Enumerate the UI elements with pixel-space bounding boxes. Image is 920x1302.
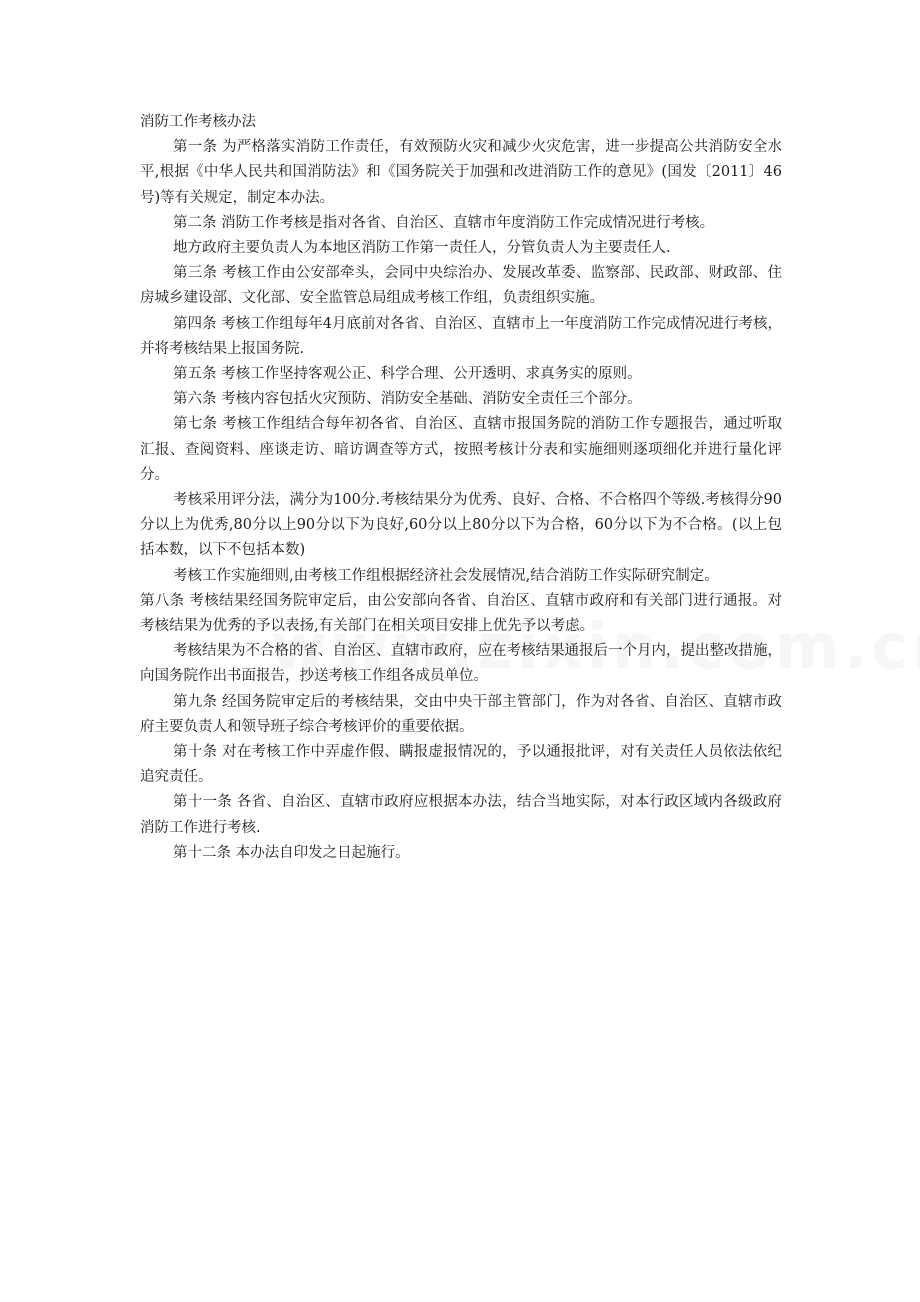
article-5-paragraph: 第五条 考核工作坚持客观公正、科学合理、公开透明、求真务实的原则。 [173,366,642,383]
article-11-paragraph: 第十一条 各省、自治区、直辖市政府应根据本办法，结合当地实际，对本行政区域内各级政府消防工作进行考核. [140,794,782,836]
article-2-continuation-paragraph: 地方政府主要负责人为本地区消防工作第一责任人，分管负责人为主要责任人. [173,240,671,257]
scoring-method-paragraph: 考核采用评分法，满分为100分.考核结果分为优秀、良好、合格、不合格四个等级.考核得分90分以上为优秀,80分以上90分以下为良好,60分以上80分以下为合格，60分以下为不合格。(以上包括本数，以下不包括本数) [140,492,782,559]
document-title: 消防工作考核办法 [140,114,256,130]
document-body [140,110,782,866]
article-7-paragraph: 第七条 考核工作组结合每年初各省、自治区、直辖市报国务院的消防工作专题报告，通过听取汇报、查阅资料、座谈走访、暗访调查等方式，按照考核计分表和实施细则逐项细化并进行量化评分。 [140,416,782,483]
implementation-rules-paragraph: 考核工作实施细则,由考核工作组根据经济社会发展情况,结合消防工作实际研究制定。 [173,567,719,584]
article-1-paragraph: 第一条 为严格落实消防工作责任，有效预防火灾和减少火灾危害，进一步提高公共消防安全水平,根据《中华人民共和国消防法》和《国务院关于加强和改进消防工作的意见》(国发〔2011〕46号)等有关规定，制定本办法。 [140,139,782,206]
unqualified-results-paragraph: 考核结果为不合格的省、自治区、直辖市政府，应在考核结果通报后一个月内，提出整改措施，向国务院作出书面报告，抄送考核工作组各成员单位。 [140,643,782,685]
article-10-paragraph: 第十条 对在考核工作中弄虚作假、瞒报虚报情况的，予以通报批评，对有关责任人员依法依纪追究责任。 [140,744,782,786]
article-8-paragraph: 第八条 考核结果经国务院审定后，由公安部向各省、自治区、直辖市政府和有关部门进行通报。对考核结果为优秀的予以表扬,有关部门在相关项目安排上优先予以考虑。 [140,592,782,635]
article-12-paragraph: 第十二条 本办法自印发之日起施行。 [173,844,410,861]
article-2-paragraph: 第二条 消防工作考核是指对各省、自治区、直辖市年度消防工作完成情况进行考核。 [173,214,715,231]
article-6-paragraph: 第六条 考核内容包括火灾预防、消防安全基础、消防安全责任三个部分。 [173,391,642,408]
article-3-paragraph: 第三条 考核工作由公安部牵头，会同中央综治办、发展改革委、监察部、民政部、财政部、住房城乡建设部、文化部、安全监管总局组成考核工作组，负责组织实施。 [140,265,782,307]
article-9-paragraph: 第九条 经国务院审定后的考核结果，交由中央干部主管部门，作为对各省、自治区、直辖市政府主要负责人和领导班子综合考核评价的重要依据。 [140,693,782,735]
article-4-paragraph: 第四条 考核工作组每年4月底前对各省、自治区、直辖市上一年度消防工作完成情况进行考核，并将考核结果上报国务院. [140,315,782,357]
